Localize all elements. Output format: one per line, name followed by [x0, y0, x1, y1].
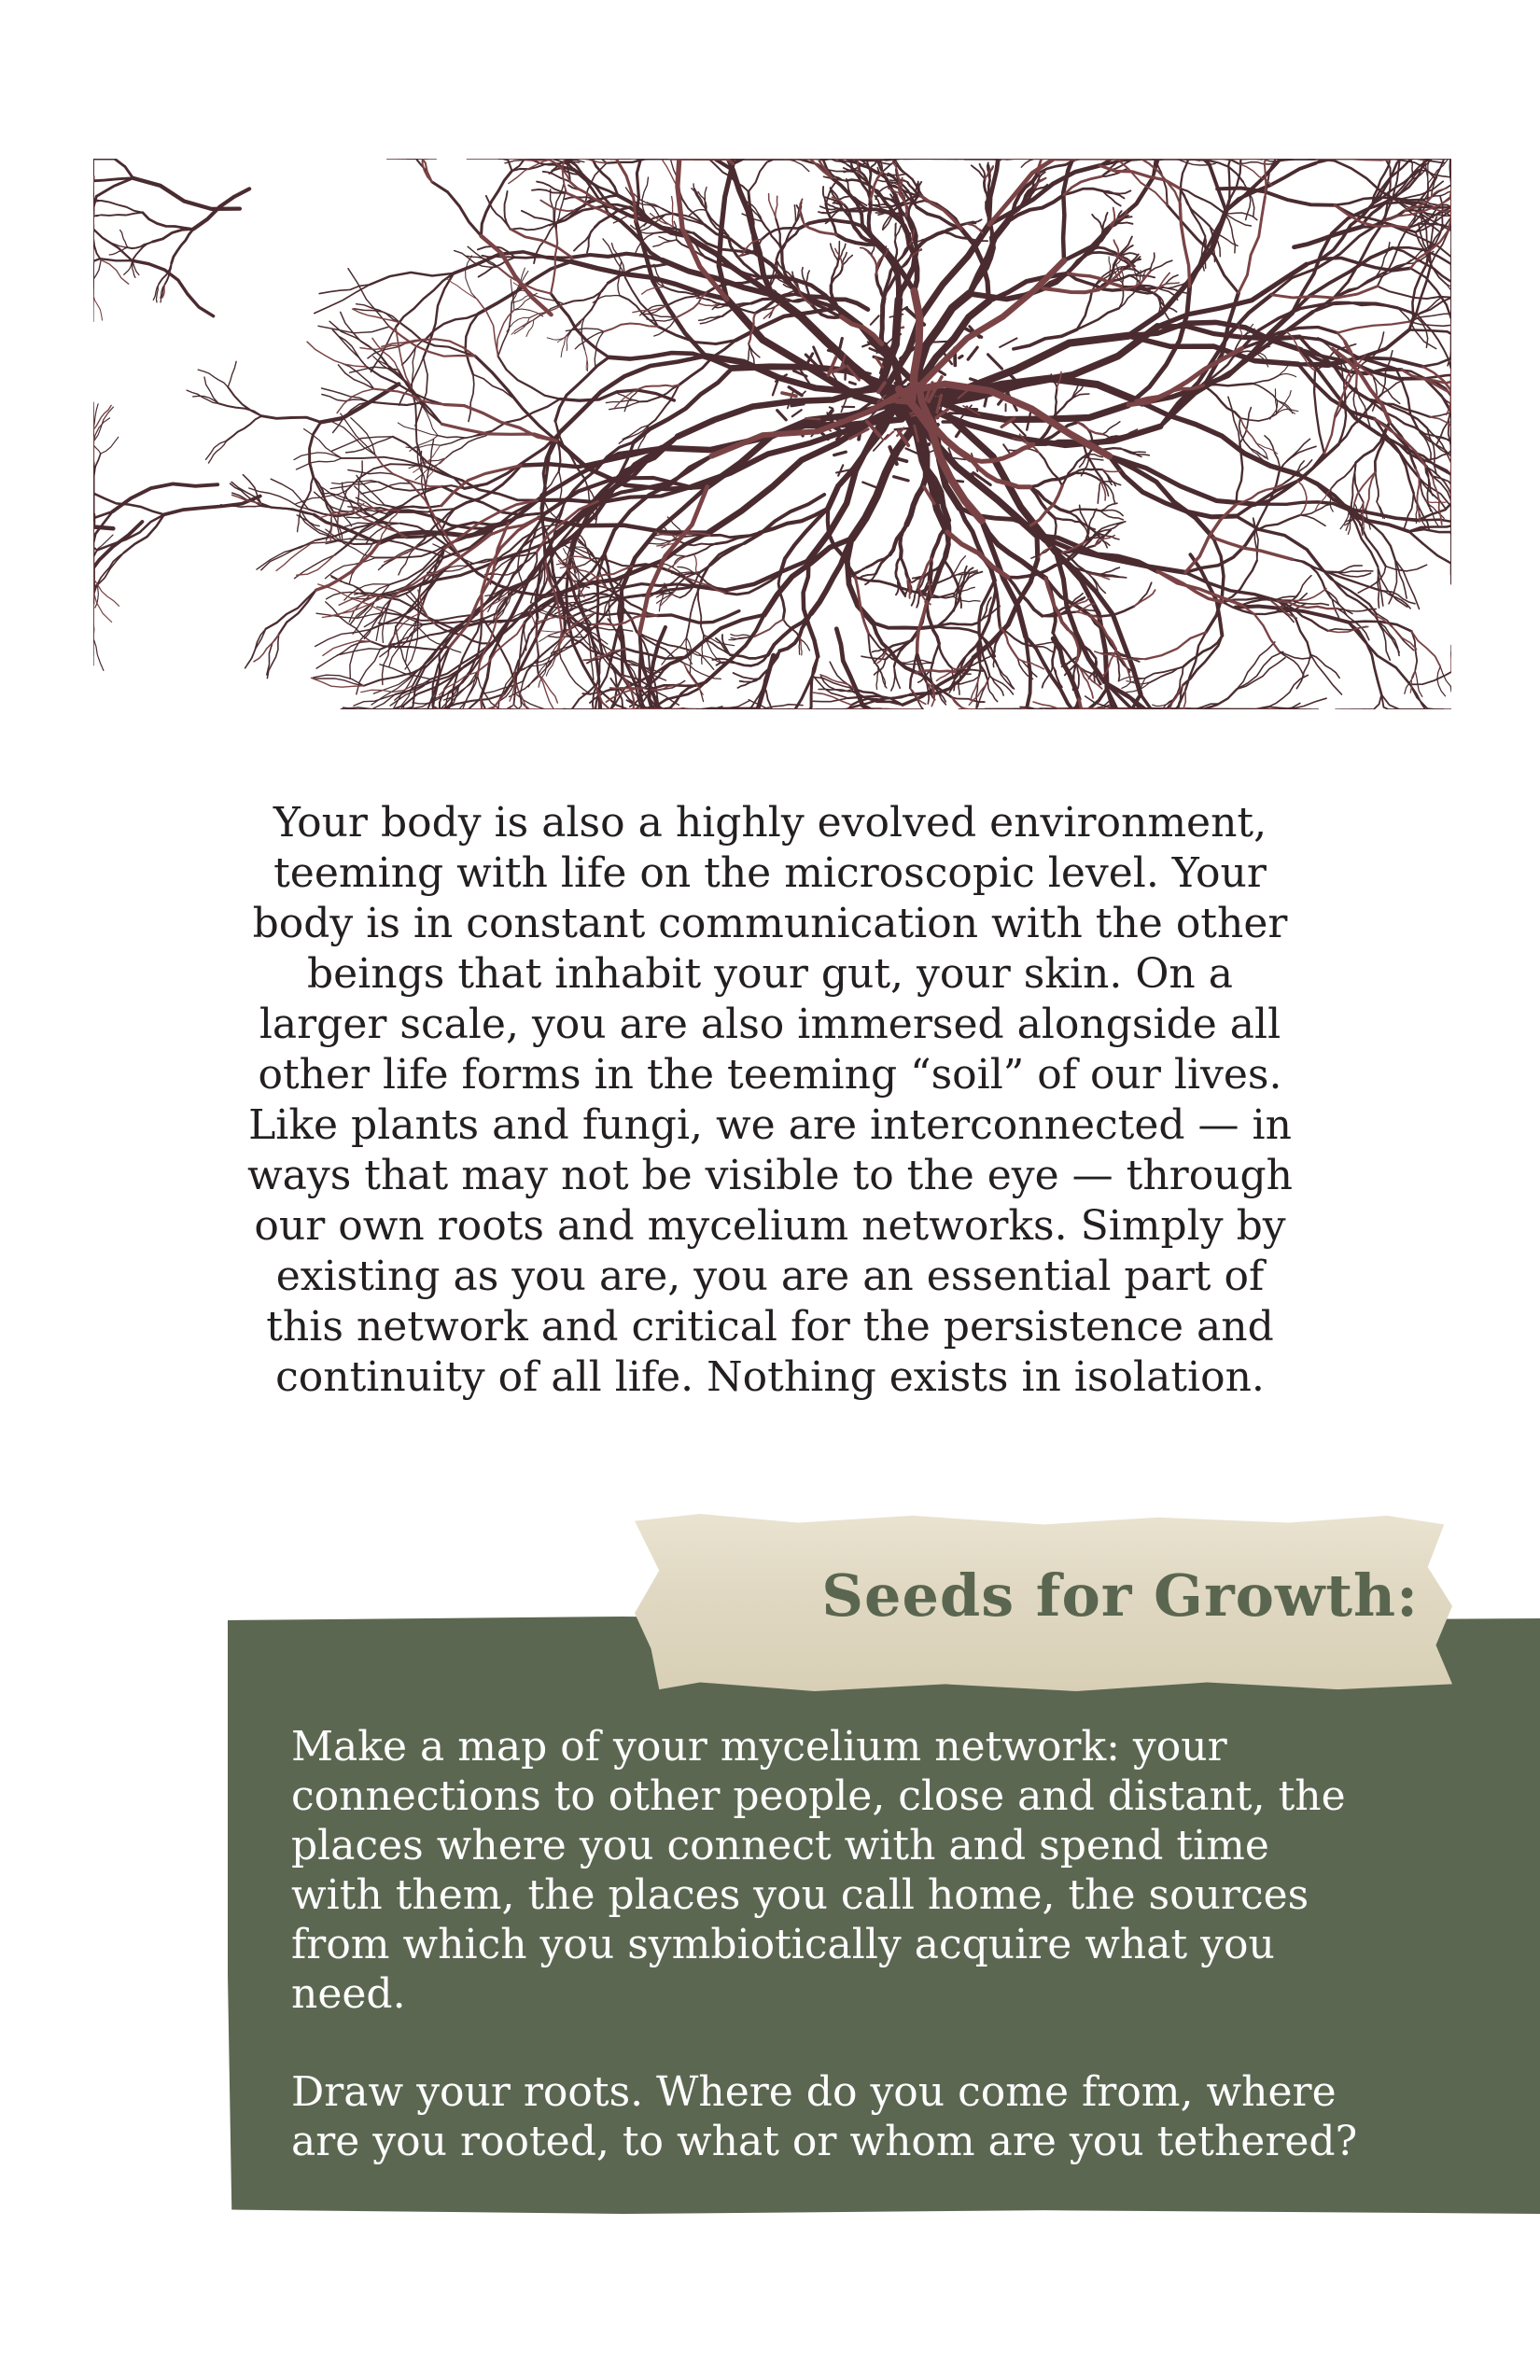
root-strand: [971, 379, 976, 381]
root-strand: [949, 413, 965, 414]
root-strand: [872, 245, 875, 257]
root-strand: [1349, 623, 1410, 685]
prompt-line: from which you symbiotically acquire what you: [291, 1921, 1275, 1968]
root-strand: [473, 374, 512, 397]
root-strand: [132, 260, 213, 316]
root-strand: [651, 537, 673, 540]
root-strand: [493, 399, 560, 431]
root-strand: [1000, 338, 1016, 347]
root-strand: [393, 437, 465, 489]
root-strand: [1199, 159, 1225, 211]
root-strand: [1279, 374, 1296, 377]
root-strand: [1180, 203, 1189, 287]
root-strand: [647, 318, 676, 321]
root-strand: [93, 178, 133, 216]
root-strand: [93, 260, 101, 289]
root-strand: [912, 587, 918, 606]
root-strand: [873, 623, 937, 628]
root-strand: [560, 390, 675, 400]
root-strand: [227, 416, 261, 441]
root-strand: [1363, 694, 1381, 709]
root-strand: [610, 688, 645, 689]
root-strand: [1229, 159, 1240, 200]
root-strand: [1239, 408, 1251, 444]
root-strand: [1228, 397, 1240, 443]
root-strand: [606, 400, 639, 403]
root-strand: [586, 159, 618, 195]
root-strand: [93, 494, 164, 515]
root-strand: [93, 159, 133, 178]
prompt-line: places where you connect with and spend time: [291, 1822, 1269, 1869]
prompt-line: connections to other people, close and distant, the: [291, 1772, 1346, 1820]
root-strand: [1237, 651, 1283, 689]
prompt-line: Make a map of your mycelium network: your: [291, 1723, 1227, 1771]
root-strand: [206, 441, 227, 459]
root-strand: [349, 584, 390, 622]
root-strand: [1316, 159, 1396, 200]
root-strand: [731, 655, 768, 659]
roots-accent-strands: [93, 159, 1451, 709]
root-strand: [706, 258, 761, 278]
root-strand: [932, 342, 947, 343]
root-strand: [343, 363, 374, 388]
root-strand: [538, 630, 562, 632]
root-strand: [399, 548, 416, 575]
root-strand: [1255, 502, 1348, 510]
root-strand: [1378, 233, 1405, 287]
root-strand: [1000, 159, 1039, 160]
root-strand: [749, 343, 754, 363]
root-strand: [581, 317, 585, 350]
root-strand: [1003, 444, 1009, 453]
root-strand: [415, 357, 427, 426]
root-strand: [1409, 529, 1451, 534]
root-strand: [1099, 165, 1180, 188]
root-strand: [937, 626, 979, 633]
root-strand: [266, 590, 316, 629]
root-strand: [702, 635, 704, 664]
root-strand: [891, 666, 895, 691]
root-strand: [1142, 403, 1298, 474]
root-strand: [1297, 481, 1307, 515]
root-strand: [561, 356, 706, 431]
body-line: existing as you are, you are an essential part of: [275, 1253, 1265, 1300]
root-strand: [862, 247, 872, 256]
root-strand: [585, 350, 587, 371]
root-strand: [939, 644, 952, 668]
growth-prompt-roots: [291, 2067, 1505, 2166]
root-strand: [876, 274, 884, 299]
root-strand: [1409, 532, 1451, 575]
root-strand: [838, 465, 843, 475]
root-strand: [412, 347, 415, 393]
root-strand: [1268, 698, 1326, 708]
root-strand: [769, 304, 779, 318]
growth-prompt-map: [291, 1722, 1505, 2019]
root-strand: [823, 187, 826, 204]
root-strand: [897, 402, 911, 403]
root-strand: [540, 201, 575, 211]
root-strand: [1030, 473, 1074, 487]
root-strand: [432, 182, 482, 236]
root-strand: [1276, 391, 1291, 414]
body-line: body is in constant communication with the other: [252, 900, 1288, 947]
root-strand: [862, 483, 875, 487]
root-strand: [1099, 567, 1120, 574]
root-strand: [931, 644, 939, 671]
root-strand: [776, 196, 777, 218]
root-strand: [834, 452, 847, 455]
root-strand: [967, 219, 982, 223]
root-strand: [1386, 565, 1427, 571]
root-strand: [1437, 666, 1446, 696]
root-strand: [101, 213, 143, 216]
root-strand: [301, 477, 313, 510]
root-strand: [93, 295, 103, 320]
root-strand: [782, 393, 796, 396]
root-strand: [805, 225, 836, 235]
root-strand: [93, 259, 132, 264]
root-strand: [1368, 399, 1431, 417]
root-strand: [881, 298, 884, 343]
root-strand: [498, 302, 512, 357]
root-strand: [706, 615, 763, 682]
root-strand: [93, 405, 111, 429]
root-strand: [1056, 399, 1072, 415]
root-strand: [672, 197, 674, 228]
root-strand: [1440, 666, 1451, 692]
root-strand: [673, 556, 687, 567]
root-strand: [1062, 457, 1083, 486]
body-line: continuity of all life. Nothing exists in isolation.: [275, 1353, 1265, 1401]
root-strand: [396, 566, 450, 627]
seeds-for-growth-title: Seeds for Growth:: [821, 1561, 1419, 1630]
root-strand: [315, 285, 371, 314]
prompt-line: Draw your roots. Where do you come from, where: [291, 2068, 1337, 2116]
root-strand: [332, 437, 393, 451]
root-strand: [1240, 414, 1276, 421]
body-line: other life forms in the teeming “soil” of our lives.: [258, 1051, 1282, 1099]
root-strand: [586, 627, 633, 631]
root-strand: [700, 303, 719, 306]
root-strand: [840, 339, 843, 349]
root-strand: [687, 590, 699, 637]
body-line: our own roots and mycelium networks. Simply by: [254, 1202, 1286, 1250]
root-strand: [910, 582, 911, 598]
root-strand: [604, 324, 658, 332]
root-strand: [341, 413, 375, 455]
root-strand: [642, 177, 649, 215]
root-strand: [1134, 582, 1152, 606]
root-strand: [749, 159, 776, 191]
root-strand: [143, 213, 193, 230]
root-strand: [1376, 472, 1379, 502]
root-strand: [564, 283, 608, 304]
root-strand: [298, 510, 301, 532]
root-strand: [917, 670, 956, 672]
root-strand: [989, 676, 1003, 695]
root-strand: [1043, 288, 1099, 292]
root-strand: [791, 404, 804, 406]
root-strand: [855, 578, 915, 593]
root-strand: [734, 673, 760, 679]
root-strand: [418, 557, 445, 627]
root-strand: [1203, 385, 1240, 418]
root-strand: [564, 708, 602, 709]
prompt-line: are you rooted, to what or whom are you tethered?: [291, 2118, 1358, 2165]
root-strand: [1134, 590, 1155, 607]
root-strand: [792, 410, 802, 416]
root-strand: [658, 327, 735, 344]
root-strand: [1409, 321, 1451, 326]
root-strand: [318, 326, 389, 333]
root-strand: [551, 294, 609, 357]
root-strand: [618, 262, 622, 295]
root-strand: [1376, 613, 1399, 652]
root-strand: [1055, 518, 1079, 522]
root-strand: [93, 522, 142, 585]
root-strand: [988, 355, 1002, 369]
root-strand: [396, 273, 454, 328]
root-strand: [1426, 501, 1446, 503]
root-strand: [1110, 456, 1213, 538]
root-strand: [357, 650, 381, 694]
root-strand: [699, 316, 722, 321]
root-strand: [1279, 651, 1303, 676]
root-strand: [794, 205, 795, 223]
root-strand: [509, 159, 554, 184]
root-strand: [515, 257, 572, 258]
root-strand: [218, 403, 261, 415]
root-strand: [567, 335, 568, 351]
root-strand: [296, 458, 342, 469]
root-strand: [1119, 288, 1138, 309]
body-line: ways that may not be visible to the eye — through: [246, 1152, 1294, 1199]
root-strand: [1092, 215, 1103, 231]
root-strand: [778, 575, 785, 620]
root-network-illustration: [93, 159, 1451, 709]
root-strand: [902, 328, 903, 329]
root-strand: [961, 567, 967, 591]
root-strand: [93, 225, 132, 261]
root-strand: [894, 477, 909, 481]
root-strand: [906, 468, 926, 525]
root-strand: [1337, 322, 1410, 333]
root-strand: [469, 374, 474, 421]
root-strand: [1150, 667, 1183, 682]
root-strand: [1404, 493, 1414, 530]
root-strand: [101, 437, 119, 454]
root-strand: [1253, 384, 1278, 400]
root-strand: [1203, 384, 1253, 385]
root-strand: [574, 228, 595, 251]
root-strand: [876, 667, 878, 690]
root-strand: [1239, 162, 1276, 164]
body-line: teeming with life on the microscopic level. Your: [273, 849, 1267, 897]
root-strand: [901, 557, 910, 582]
root-strand: [1239, 197, 1266, 293]
root-strand: [1223, 561, 1257, 602]
root-strand: [989, 165, 1100, 224]
root-strand: [1337, 609, 1369, 640]
root-strand: [984, 179, 987, 203]
root-strand: [551, 231, 557, 293]
root-strand: [659, 237, 677, 242]
root-strand: [93, 216, 101, 260]
root-strand: [698, 590, 704, 635]
root-strand: [871, 315, 879, 325]
root-strand: [773, 381, 777, 395]
root-strand: [890, 525, 907, 554]
root-strand: [889, 225, 989, 384]
root-strand: [972, 165, 985, 178]
root-strand: [325, 558, 375, 579]
root-strand: [93, 441, 101, 454]
root-strand: [694, 554, 697, 574]
root-strand: [777, 411, 787, 420]
root-strand: [334, 330, 367, 367]
body-line: Like plants and fungi, we are interconnected — in: [248, 1101, 1292, 1149]
root-strand: [1410, 684, 1444, 709]
root-strand: [609, 401, 640, 409]
root-strand: [971, 474, 973, 476]
body-line: larger scale, you are also immersed alongside all: [259, 1001, 1281, 1048]
root-strand: [198, 370, 228, 387]
root-strand: [1026, 637, 1030, 709]
root-strand: [935, 404, 936, 416]
root-strand: [1296, 654, 1310, 688]
root-strand: [514, 309, 543, 316]
root-strand: [466, 314, 479, 374]
root-strand: [348, 269, 389, 327]
root-strand: [937, 623, 979, 626]
root-strand: [1213, 538, 1293, 559]
root-strand: [584, 283, 608, 317]
root-strand: [959, 356, 962, 357]
root-strand: [522, 211, 555, 223]
root-strand: [187, 390, 218, 403]
root-strand: [1180, 189, 1205, 237]
root-strand: [447, 279, 477, 300]
root-strand: [172, 230, 193, 264]
root-strand: [310, 422, 321, 476]
root-strand: [805, 271, 809, 283]
root-strand: [261, 416, 320, 423]
root-strand: [921, 426, 924, 429]
body-paragraph: [168, 798, 1372, 1403]
root-strand: [514, 293, 538, 310]
root-strand: [849, 383, 855, 385]
root-strand: [513, 223, 556, 230]
body-line: Your body is also a highly evolved environment,: [273, 799, 1267, 847]
root-strand: [1300, 515, 1325, 526]
root-strand: [1074, 473, 1101, 481]
root-strand: [841, 399, 847, 413]
root-strand: [793, 371, 806, 376]
root-strand: [896, 557, 901, 580]
root-strand: [93, 638, 104, 671]
root-strand: [350, 630, 371, 679]
root-strand: [805, 418, 819, 419]
prompt-line: need.: [291, 1970, 406, 2018]
root-strand: [1253, 376, 1279, 385]
root-strand: [968, 347, 977, 359]
root-strand: [354, 512, 406, 538]
root-strand: [228, 387, 261, 416]
root-strand: [927, 602, 939, 644]
root-strand: [799, 638, 800, 654]
root-strand: [639, 486, 707, 633]
root-strand: [1056, 388, 1057, 415]
body-line: beings that inhabit your gut, your skin. On a: [307, 950, 1233, 998]
root-strand: [120, 231, 128, 248]
root-strand: [657, 611, 739, 623]
root-strand: [498, 357, 560, 399]
body-line: this network and critical for the persistence and: [266, 1303, 1274, 1351]
root-strand: [101, 260, 129, 285]
root-strand: [102, 201, 143, 213]
root-strand: [875, 554, 889, 574]
root-strand: [498, 159, 512, 171]
root-strand: [497, 310, 514, 357]
root-strand: [1102, 422, 1120, 434]
root-strand: [245, 629, 266, 668]
prompt-line: with them, the places you call home, the sources: [291, 1871, 1309, 1919]
root-strand: [228, 361, 236, 386]
root-strand: [820, 206, 841, 209]
root-strand: [895, 224, 896, 242]
root-strand: [830, 407, 833, 408]
root-strand: [1237, 642, 1275, 690]
root-strand: [872, 256, 876, 274]
root-strand: [937, 591, 961, 627]
